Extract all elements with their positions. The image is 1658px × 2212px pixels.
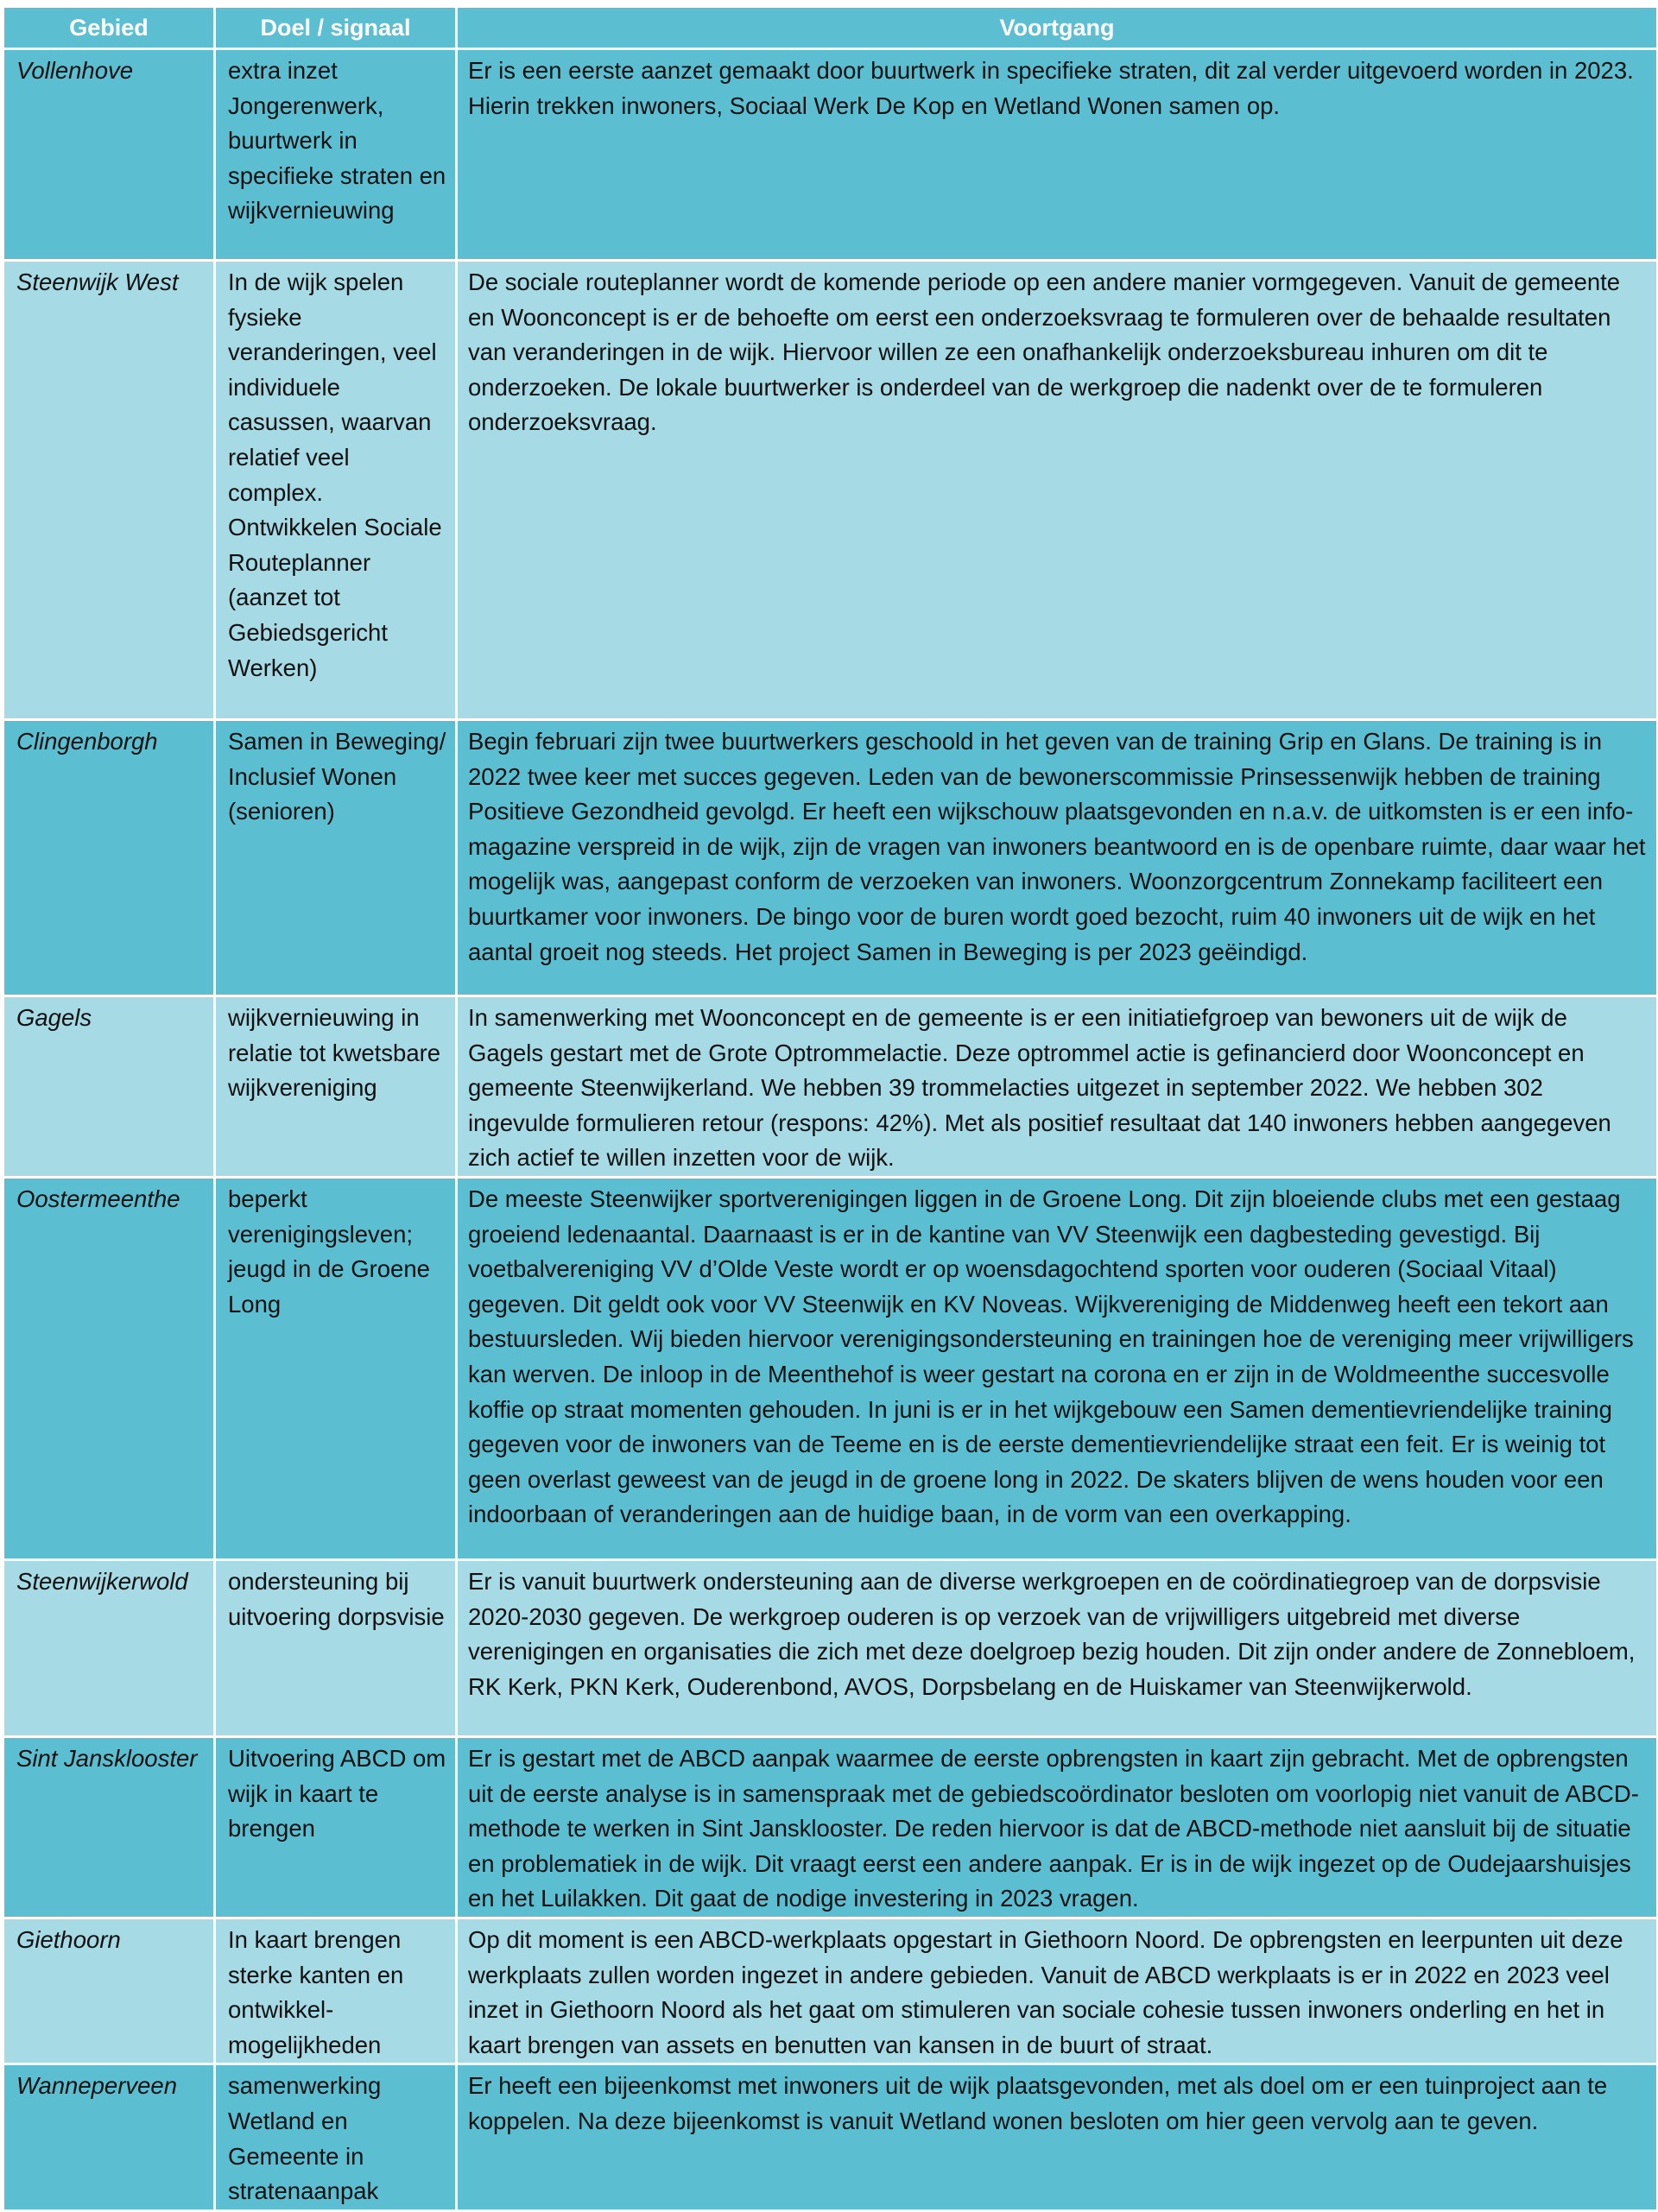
cell-gebied: Sint Jansklooster: [3, 1736, 215, 1918]
table-row: [3, 720, 1658, 996]
header-row: [3, 7, 1658, 49]
table-row: [3, 1918, 1658, 2063]
table-row: [3, 49, 1658, 261]
table-row: [3, 996, 1658, 1178]
table-row: [3, 1736, 1658, 1918]
cell-gebied: Steenwijkerwold: [3, 1559, 215, 1736]
cell-doel: In de wijk spelen fysieke veranderingen, veel individuele casussen, waarvan relatief veel complex. Ontwikkelen Sociale Routeplanner (aanzet tot Gebiedsgericht Werken): [215, 261, 457, 720]
progress-table-container: [2, 5, 1656, 2212]
cell-voortgang: Er is gestart met de ABCD aanpak waarmee de eerste opbrengsten in kaart zijn gebracht. Met de opbrengsten uit de eerste analyse is in samenspraak met de gebiedscoördinator besloten om voorlopig niet vanuit de ABCD-methode te werken in Sint Jansklooster. De reden hiervoor is dat de ABCD-methode niet aansluit bij de situatie en problematiek in de wijk. Dit vraagt eerst een andere aanpak. Er is in de wijk ingezet op de Oudejaarshuisjes en het Luilakken. Dit gaat de nodige investering in 2023 vragen.: [457, 1736, 1658, 1918]
progress-table: [2, 5, 1658, 2212]
cell-gebied: Steenwijk West: [3, 261, 215, 720]
table-row: [3, 1559, 1658, 1736]
cell-gebied: Vollenhove: [3, 49, 215, 261]
cell-doel: extra inzet Jongerenwerk, buurtwerk in specifieke straten en wijkvernieuwing: [215, 49, 457, 261]
cell-voortgang: Er is vanuit buurtwerk ondersteuning aan de diverse werkgroepen en de coördinatiegroep van de dorpsvisie 2020-2030 gegeven. De werkgroep ouderen is op verzoek van de vrijwilligers uitgebreid met diverse verenigingen en organisaties die zich met deze doelgroep bezig houden. Dit zijn onder andere de Zonnebloem, RK Kerk, PKN Kerk, Ouderenbond, AVOS, Dorpsbelang en de Huiskamer van Steenwijkerwold.: [457, 1559, 1658, 1736]
cell-voortgang: De meeste Steenwijker sportverenigingen liggen in de Groene Long. Dit zijn bloeiende clubs met een gestaag groeiend ledenaantal. Daarnaast is er in de kantine van VV Steenwijk een dagbesteding gevestigd. Bij voetbalvereniging VV d’Olde Veste wordt er op woensdagochtend sporten voor ouderen (Sociaal Vitaal) gegeven. Dit geldt ook voor VV Steenwijk en KV Noveas. Wijkvereniging de Middenweg heeft een tekort aan bestuursleden. Wij bieden hiervoor verenigingsondersteuning en trainingen hoe de vereniging meer vrijwilligers kan werven. De inloop in de Meenthehof is weer gestart na corona en er zijn in de Woldmeenthe succesvolle koffie op straat momenten gehouden. In juni is er in het wijkgebouw een Samen dementievriendelijke training gegeven voor de inwoners van de Teeme en is de eerste dementievriendelijke straat een feit. Er is weinig tot geen overlast geweest van de jeugd in de groene long in 2022. De skaters blijven de wens houden voor een indoorbaan of veranderingen aan de huidige baan, in de vorm van een overkapping.: [457, 1177, 1658, 1559]
table-row: [3, 1177, 1658, 1559]
cell-voortgang: Op dit moment is een ABCD-werkplaats opgestart in Giethoorn Noord. De opbrengsten en leerpunten uit deze werkplaats zullen worden ingezet in andere gebieden. Vanuit de ABCD werkplaats is er in 2022 en 2023 veel inzet in Giethoorn Noord als het gaat om stimuleren van sociale cohesie tussen inwoners onderling en het in kaart brengen van assets en benutten van kansen in de buurt of straat.: [457, 1918, 1658, 2063]
cell-doel: samenwerking Wetland en Gemeente in stratenaanpak: [215, 2064, 457, 2210]
cell-voortgang: Begin februari zijn twee buurtwerkers geschoold in het geven van de training Grip en Glans. De training is in 2022 twee keer met succes gegeven. Leden van de bewonerscommissie Prinsessenwijk hebben de training Positieve Gezondheid gevolgd. Er heeft een wijkschouw plaatsgevonden en n.a.v. de uitkomsten is er een info-magazine verspreid in de wijk, zijn de vragen van inwoners beantwoord en is de openbare ruimte, daar waar het mogelijk was, aangepast conform de verzoeken van inwoners. Woonzorgcentrum Zonnekamp faciliteert een buurtkamer voor inwoners. De bingo voor de buren wordt goed bezocht, ruim 40 inwoners uit de wijk en het aantal groeit nog steeds. Het project Samen in Beweging is per 2023 geëindigd.: [457, 720, 1658, 996]
cell-gebied: Wanneperveen: [3, 2064, 215, 2210]
cell-gebied: Clingenborgh: [3, 720, 215, 996]
cell-voortgang: Er heeft een bijeenkomst met inwoners uit de wijk plaatsgevonden, met als doel om er een tuinproject aan te koppelen. Na deze bijeenkomst is vanuit Wetland wonen besloten om hier geen vervolg aan te geven.: [457, 2064, 1658, 2210]
cell-voortgang: De sociale routeplanner wordt de komende periode op een andere manier vormgegeven. Vanuit de gemeente en Woonconcept is er de behoefte om eerst een onderzoeksvraag te formuleren over de behaalde resultaten van veranderingen in de wijk. Hiervoor willen ze een onafhankelijk onderzoeksbureau inhuren om dit te onderzoeken. De lokale buurtwerker is onderdeel van de werkgroep die nadenkt over de te formuleren onderzoeksvraag.: [457, 261, 1658, 720]
cell-gebied: Oostermeenthe: [3, 1177, 215, 1559]
table-row: [3, 2064, 1658, 2210]
cell-doel: In kaart brengen sterke kanten en ontwikkel-mogelijkheden: [215, 1918, 457, 2063]
cell-doel: ondersteuning bij uitvoering dorpsvisie: [215, 1559, 457, 1736]
cell-voortgang: In samenwerking met Woonconcept en de gemeente is er een initiatiefgroep van bewoners uit de wijk de Gagels gestart met de Grote Optrommelactie. Deze optrommel actie is gefinancierd door Woonconcept en gemeente Steenwijkerland. We hebben 39 trommelacties uitgezet in september 2022. We hebben 302 ingevulde formulieren retour (respons: 42%). Met als positief resultaat dat 140 inwoners hebben aangegeven zich actief te willen inzetten voor de wijk.: [457, 996, 1658, 1178]
cell-voortgang: Er is een eerste aanzet gemaakt door buurtwerk in specifieke straten, dit zal verder uitgevoerd worden in 2023. Hierin trekken inwoners, Sociaal Werk De Kop en Wetland Wonen samen op.: [457, 49, 1658, 261]
header-gebied: Gebied: [3, 7, 215, 49]
table-row: [3, 261, 1658, 720]
header-doel-signaal: Doel / signaal: [215, 7, 457, 49]
cell-gebied: Gagels: [3, 996, 215, 1178]
header-voortgang: Voortgang: [457, 7, 1658, 49]
cell-doel: Uitvoering ABCD om wijk in kaart te brengen: [215, 1736, 457, 1918]
cell-doel: Samen in Beweging/ Inclusief Wonen (senioren): [215, 720, 457, 996]
cell-doel: wijkvernieuwing in relatie tot kwetsbare wijkvereniging: [215, 996, 457, 1178]
cell-doel: beperkt verenigingsleven; jeugd in de Groene Long: [215, 1177, 457, 1559]
cell-gebied: Giethoorn: [3, 1918, 215, 2063]
